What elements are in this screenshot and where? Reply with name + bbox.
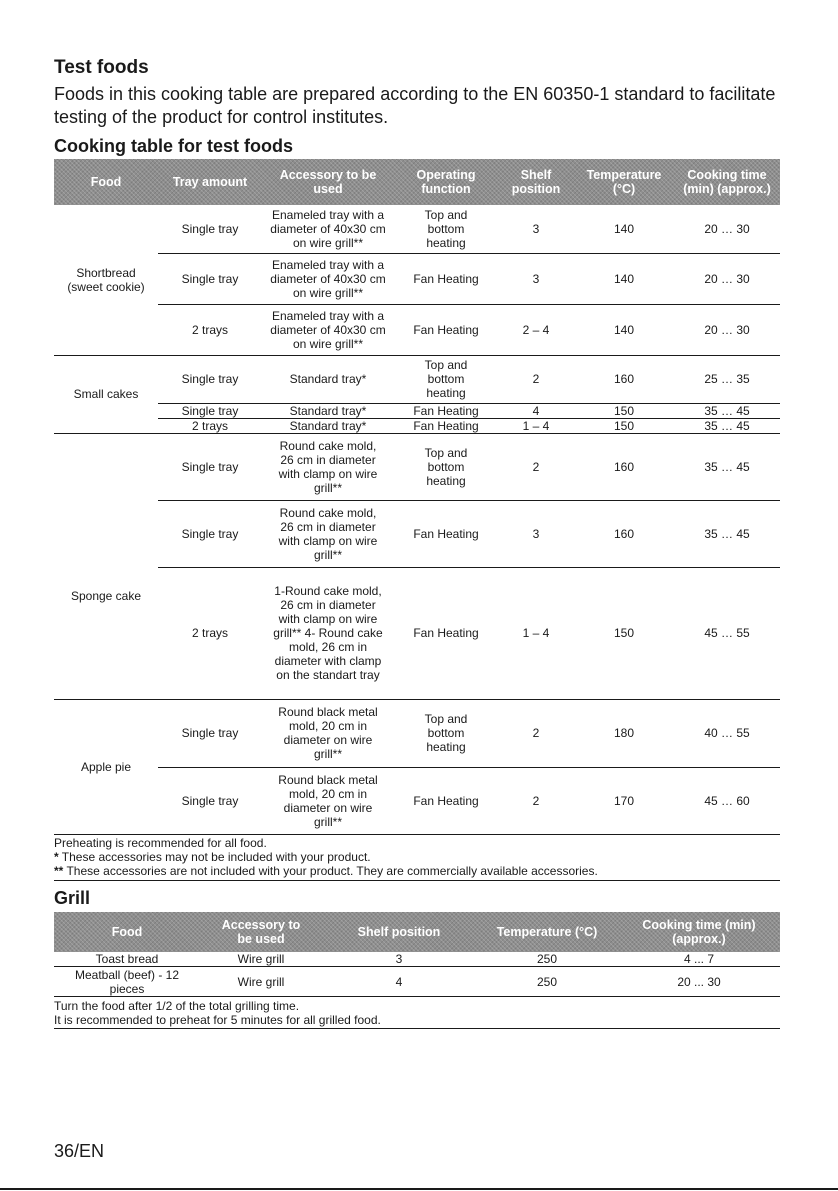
- table-row: [54, 500, 780, 567]
- table-row: [54, 253, 780, 304]
- tray-cell: Single tray: [158, 355, 262, 403]
- temp-cell: 150: [613, 626, 635, 640]
- grill-table-header: [54, 912, 780, 952]
- accessory-cell: Enameled tray with a diameter of 40x30 cm on wire grill**: [262, 205, 394, 253]
- header-temperature: Temperature (°C): [586, 168, 662, 196]
- shelf-cell: 3: [498, 253, 574, 304]
- shelf-cell: 2: [498, 699, 574, 767]
- table-row: [54, 767, 780, 834]
- shelf-cell: 3: [498, 500, 574, 567]
- accessory-cell: Round cake mold, 26 cm in diameter with clamp on wire grill**: [262, 433, 394, 500]
- intro-paragraph: Foods in this cooking table are prepared according to the EN 60350-1 standard to facilitate testing of the product for control institutes.: [54, 84, 776, 127]
- shelf-cell: 2: [498, 433, 574, 500]
- temp-cell: 140: [574, 205, 674, 253]
- section-title: Test foods: [54, 57, 149, 78]
- shelf-cell: 2 – 4: [522, 322, 550, 337]
- function-cell: Fan Heating: [413, 626, 479, 640]
- time-cell: 35 … 45: [674, 500, 780, 567]
- accessory-cell: Enameled tray with a diameter of 40x30 cm on wire grill**: [262, 253, 394, 304]
- accessory-cell: Round cake mold, 26 cm in diameter with clamp on wire grill**: [262, 500, 394, 567]
- table-row: [54, 403, 780, 418]
- grill-time-cell: 20 ... 30: [618, 967, 780, 997]
- grill-header-shelf: Shelf position: [357, 925, 441, 939]
- time-cell: 35 … 45: [704, 418, 750, 433]
- accessory-cell: Standard tray*: [289, 418, 367, 433]
- page-number: 36/EN: [54, 1141, 105, 1161]
- grill-shelf-cell: 4: [322, 967, 476, 997]
- note-star1: [54, 850, 780, 864]
- cooking-table: [54, 159, 780, 834]
- grill-header-temperature: Temperature (°C): [496, 925, 598, 939]
- table-row: [54, 433, 780, 500]
- time-cell: 45 … 55: [704, 626, 750, 640]
- food-cell: Sponge cake: [54, 433, 158, 699]
- accessory-cell: Standard tray*: [262, 355, 394, 403]
- bottom-rule: [0, 1188, 838, 1190]
- temp-cell: 150: [574, 403, 674, 418]
- time-cell: 45 … 60: [704, 793, 750, 808]
- double-asterisk-mark: **: [54, 864, 64, 878]
- time-cell: 40 … 55: [674, 699, 780, 767]
- temp-cell: 160: [574, 500, 674, 567]
- shelf-cell: 3: [498, 205, 574, 253]
- food-cell: Small cakes: [54, 355, 158, 433]
- tray-cell: Single tray: [181, 793, 239, 808]
- grill-table: [54, 912, 780, 997]
- function-cell: Fan Heating: [394, 403, 498, 418]
- temp-cell: 170: [613, 793, 635, 808]
- function-cell: Fan Heating: [394, 253, 498, 304]
- tray-cell: Single tray: [158, 433, 262, 500]
- food-cell: Apple pie: [54, 699, 158, 834]
- table-row: [54, 418, 780, 433]
- cooking-table-header: [54, 159, 780, 205]
- tray-cell: Single tray: [158, 403, 262, 418]
- accessory-cell: 1-Round cake mold, 26 cm in diameter with clamp on wire grill** 4- Round cake mold, 26 cm in diameter with clamp on the standart tray: [273, 584, 383, 682]
- note-star1-text: These accessories may not be included with your product.: [58, 850, 371, 864]
- accessory-cell: Round black metal mold, 20 cm in diameter on wire grill**: [262, 699, 394, 767]
- tray-cell: Single tray: [158, 699, 262, 767]
- table-row: [54, 355, 780, 403]
- accessory-cell: Round black metal mold, 20 cm in diameter on wire grill**: [278, 772, 378, 829]
- table-row: [54, 952, 780, 967]
- header-accessory: Accessory to be used: [279, 168, 377, 196]
- time-cell: 20 … 30: [674, 205, 780, 253]
- tray-cell: 2 trays: [191, 322, 228, 337]
- grill-header-cooking-time: Cooking time (min) (approx.): [642, 918, 756, 946]
- grill-time-cell: 4 ... 7: [618, 952, 780, 967]
- time-cell: 35 … 45: [674, 433, 780, 500]
- header-shelf-position: Shelf position: [511, 168, 561, 196]
- cooking-table-title: Cooking table for test foods: [54, 136, 294, 156]
- temp-cell: 180: [574, 699, 674, 767]
- temp-cell: 150: [613, 418, 635, 433]
- grill-temp-cell: 250: [476, 952, 618, 967]
- grill-note: Turn the food after 1/2 of the total grilling time.: [54, 999, 300, 1013]
- cooking-table-notes: [54, 834, 780, 881]
- shelf-cell: 2: [532, 793, 540, 808]
- table-row: [54, 567, 780, 699]
- note-star2-text: These accessories are not included with your product. They are commercially available accessories.: [63, 864, 598, 878]
- tray-cell: 2 trays: [191, 626, 228, 640]
- time-cell: 25 … 35: [674, 355, 780, 403]
- table-row: [54, 304, 780, 355]
- asterisk-mark: *: [54, 850, 59, 864]
- grill-accessory-cell: Wire grill: [200, 967, 322, 997]
- note-star2: [54, 864, 780, 878]
- time-cell: 20 … 30: [674, 253, 780, 304]
- function-cell: Fan Heating: [394, 500, 498, 567]
- table-row: [54, 205, 780, 253]
- food-cell: Shortbread (sweet cookie): [67, 265, 145, 294]
- grill-notes: [54, 997, 780, 1029]
- grill-accessory-cell: Wire grill: [200, 952, 322, 967]
- shelf-cell: 4: [498, 403, 574, 418]
- function-cell: Top and bottom heating: [394, 699, 498, 767]
- shelf-cell: 2: [498, 355, 574, 403]
- temp-cell: 160: [574, 355, 674, 403]
- accessory-cell: Enameled tray with a diameter of 40x30 cm on wire grill**: [270, 308, 386, 351]
- header-cooking-time: Cooking time (min) (approx.): [683, 168, 771, 196]
- grill-header-food: Food: [111, 925, 143, 939]
- time-cell: 20 … 30: [704, 322, 750, 337]
- table-row: [54, 967, 780, 997]
- tray-cell: Single tray: [158, 253, 262, 304]
- grill-food-cell: Meatball (beef) - 12 pieces: [54, 967, 200, 997]
- note-preheat: Preheating is recommended for all food.: [54, 836, 267, 850]
- header-operating-function: Operating function: [416, 168, 476, 196]
- grill-note: It is recommended to preheat for 5 minutes for all grilled food.: [54, 1013, 381, 1027]
- table-row: [54, 699, 780, 767]
- function-cell: Top and bottom heating: [394, 433, 498, 500]
- function-cell: Fan Heating: [413, 793, 479, 808]
- grill-title: Grill: [54, 888, 91, 908]
- shelf-cell: 1 – 4: [522, 626, 550, 640]
- tray-cell: 2 trays: [191, 418, 228, 433]
- accessory-cell: Standard tray*: [262, 403, 394, 418]
- grill-shelf-cell: 3: [322, 952, 476, 967]
- function-cell: Top and bottom heating: [394, 355, 498, 403]
- header-tray-amount: Tray amount: [172, 175, 248, 189]
- tray-cell: Single tray: [158, 205, 262, 253]
- temp-cell: 140: [613, 322, 635, 337]
- page-content: [54, 56, 780, 1029]
- temp-cell: 160: [574, 433, 674, 500]
- grill-header-accessory: Accessory to be used: [221, 918, 301, 946]
- function-cell: Fan Heating: [413, 418, 479, 433]
- shelf-cell: 1 – 4: [522, 418, 550, 433]
- temp-cell: 140: [574, 253, 674, 304]
- grill-food-cell: Toast bread: [54, 952, 200, 967]
- function-cell: Fan Heating: [413, 322, 479, 337]
- tray-cell: Single tray: [158, 500, 262, 567]
- grill-temp-cell: 250: [476, 967, 618, 997]
- header-food: Food: [90, 175, 122, 189]
- time-cell: 35 … 45: [674, 403, 780, 418]
- function-cell: Top and bottom heating: [394, 205, 498, 253]
